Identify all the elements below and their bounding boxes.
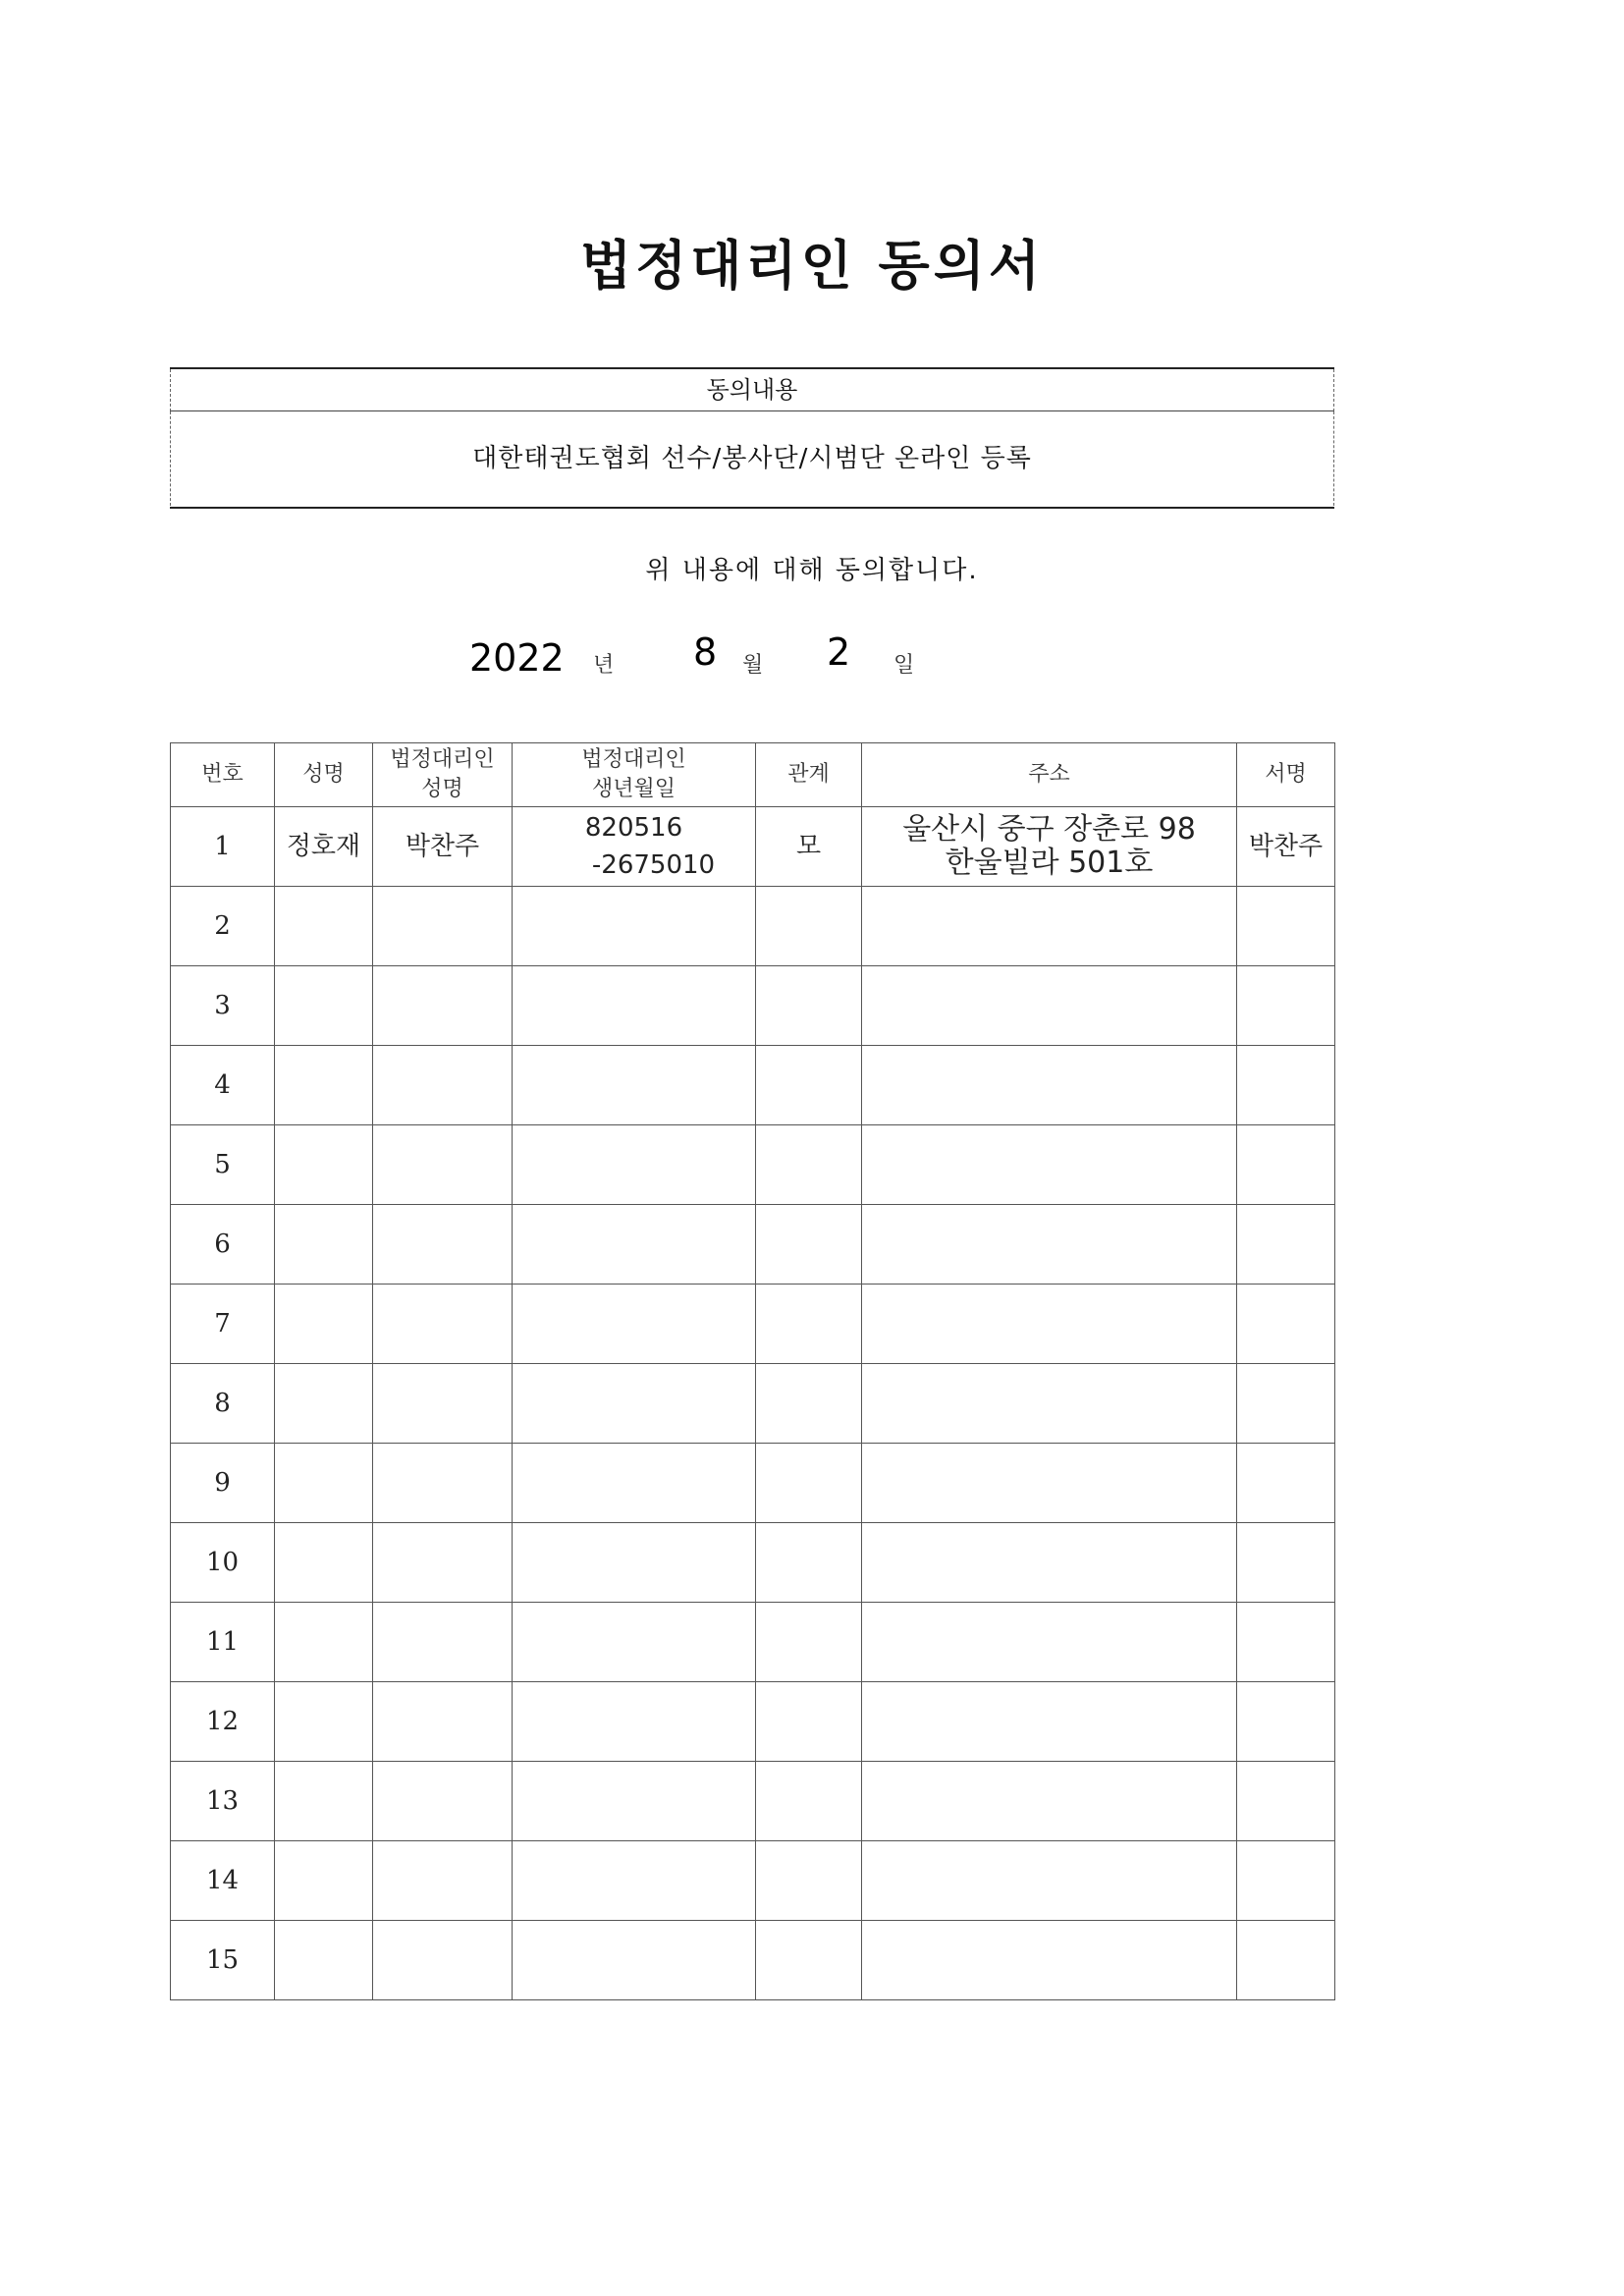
row-address [862, 1285, 1237, 1364]
row-address [862, 1523, 1237, 1603]
row-address [862, 1444, 1237, 1523]
row-guardian-birth [513, 1841, 756, 1921]
row-signature [1237, 1046, 1335, 1125]
table-row [171, 1364, 1335, 1444]
row-relation [756, 1364, 862, 1444]
consent-content-box [170, 367, 1334, 509]
row-guardian-name [373, 887, 513, 966]
row-address [862, 1841, 1237, 1921]
row-no: 2 [171, 887, 275, 966]
row-guardian-birth [513, 1125, 756, 1205]
header-signature: 서명 [1237, 743, 1335, 807]
row-signature [1237, 966, 1335, 1046]
row-no: 3 [171, 966, 275, 1046]
row-guardian-birth [513, 887, 756, 966]
row-guardian-birth [513, 1205, 756, 1285]
guardian-registration-table [170, 742, 1335, 2000]
row-guardian-birth [513, 1921, 756, 2000]
header-no: 번호 [171, 743, 275, 807]
row-guardian-name [373, 1762, 513, 1841]
table-row [171, 807, 1335, 887]
row-name [275, 966, 373, 1046]
row-name [275, 887, 373, 966]
date-year: 2022 [469, 636, 565, 680]
table-row [171, 1125, 1335, 1205]
table-row [171, 1444, 1335, 1523]
date-day-unit: 일 [893, 653, 915, 678]
row-relation [756, 1205, 862, 1285]
agreement-statement: 위 내용에 대해 동의합니다. [645, 556, 979, 585]
header-guardian-birth-line1: 법정대리인 [581, 747, 686, 772]
row-guardian-birth [513, 1682, 756, 1762]
table-row [171, 966, 1335, 1046]
row-name [275, 1205, 373, 1285]
row-name [275, 1921, 373, 2000]
row-no: 12 [171, 1682, 275, 1762]
row-name [275, 1046, 373, 1125]
row-name [275, 1762, 373, 1841]
row-relation: 모 [756, 807, 862, 887]
row-signature [1237, 1762, 1335, 1841]
row-relation [756, 1841, 862, 1921]
header-guardian-birth-line2: 생년월일 [591, 777, 676, 801]
row-no: 9 [171, 1444, 275, 1523]
row-signature [1237, 1921, 1335, 2000]
row-guardian-birth [513, 1603, 756, 1682]
table-row [171, 1046, 1335, 1125]
row-guardian-birth [513, 1523, 756, 1603]
row-signature [1237, 887, 1335, 966]
row-address [862, 1603, 1237, 1682]
row-address [862, 1364, 1237, 1444]
row-address [862, 1921, 1237, 2000]
table-row [171, 1285, 1335, 1364]
date-day: 2 [827, 630, 851, 674]
row-no: 11 [171, 1603, 275, 1682]
row-address [862, 807, 1237, 887]
row-name [275, 1603, 373, 1682]
row-no: 13 [171, 1762, 275, 1841]
row-signature: 박찬주 [1237, 807, 1335, 887]
row-address [862, 966, 1237, 1046]
date-year-unit: 년 [593, 653, 615, 678]
row-guardian-name [373, 1125, 513, 1205]
row-signature [1237, 1603, 1335, 1682]
row-guardian-birth [513, 1364, 756, 1444]
row-address [862, 1125, 1237, 1205]
row-address [862, 1762, 1237, 1841]
header-guardian-name-line2: 성명 [421, 777, 463, 801]
row-no: 5 [171, 1125, 275, 1205]
table-row [171, 1603, 1335, 1682]
row-relation [756, 1444, 862, 1523]
row-guardian-birth [513, 966, 756, 1046]
row-relation [756, 1682, 862, 1762]
row-guardian-name [373, 1921, 513, 2000]
row-guardian-birth-line2: -2675010 [591, 850, 716, 880]
row-relation [756, 1285, 862, 1364]
header-name: 성명 [275, 743, 373, 807]
table-row [171, 1523, 1335, 1603]
row-signature [1237, 1364, 1335, 1444]
row-address [862, 887, 1237, 966]
row-relation [756, 1603, 862, 1682]
row-signature [1237, 1682, 1335, 1762]
table-row [171, 887, 1335, 966]
row-relation [756, 1762, 862, 1841]
row-name [275, 1364, 373, 1444]
row-guardian-birth [513, 807, 756, 887]
row-guardian-name [373, 1603, 513, 1682]
row-signature [1237, 1444, 1335, 1523]
row-no: 6 [171, 1205, 275, 1285]
row-signature [1237, 1125, 1335, 1205]
row-name [275, 1285, 373, 1364]
row-address-line2: 한울빌라 501호 [945, 846, 1154, 880]
row-name [275, 1125, 373, 1205]
row-address-line1: 울산시 중구 장춘로 98 [902, 812, 1196, 847]
table-row [171, 1841, 1335, 1921]
header-address: 주소 [862, 743, 1237, 807]
header-guardian-name-line1: 법정대리인 [390, 747, 495, 772]
row-name [275, 1682, 373, 1762]
row-no: 10 [171, 1523, 275, 1603]
row-guardian-name [373, 1444, 513, 1523]
row-no: 1 [171, 807, 275, 887]
row-relation [756, 1125, 862, 1205]
row-address [862, 1682, 1237, 1762]
row-name: 정호재 [275, 807, 373, 887]
row-relation [756, 1523, 862, 1603]
row-guardian-birth [513, 1046, 756, 1125]
row-guardian-name [373, 1364, 513, 1444]
row-signature [1237, 1841, 1335, 1921]
row-guardian-birth [513, 1444, 756, 1523]
consent-content-header: 동의내용 [170, 369, 1334, 411]
row-no: 14 [171, 1841, 275, 1921]
row-name [275, 1523, 373, 1603]
row-guardian-name [373, 1205, 513, 1285]
consent-content-text: 대한태권도협회 선수/봉사단/시범단 온라인 등록 [170, 411, 1334, 506]
row-relation [756, 1046, 862, 1125]
header-guardian-name [373, 743, 513, 807]
row-no: 8 [171, 1364, 275, 1444]
row-guardian-name [373, 1841, 513, 1921]
row-guardian-name [373, 966, 513, 1046]
table-row [171, 1205, 1335, 1285]
row-no: 4 [171, 1046, 275, 1125]
row-relation [756, 1921, 862, 2000]
row-signature [1237, 1523, 1335, 1603]
row-guardian-birth [513, 1762, 756, 1841]
row-guardian-name [373, 1682, 513, 1762]
header-guardian-birth [513, 743, 756, 807]
row-guardian-birth [513, 1285, 756, 1364]
table-row [171, 1921, 1335, 2000]
row-no: 7 [171, 1285, 275, 1364]
row-signature [1237, 1285, 1335, 1364]
date-month: 8 [693, 630, 718, 674]
table-row [171, 1682, 1335, 1762]
date-month-unit: 월 [742, 653, 764, 678]
row-signature [1237, 1205, 1335, 1285]
row-guardian-name [373, 1523, 513, 1603]
row-relation [756, 887, 862, 966]
row-address [862, 1205, 1237, 1285]
row-guardian-name [373, 1046, 513, 1125]
row-guardian-name [373, 1285, 513, 1364]
row-no: 15 [171, 1921, 275, 2000]
row-guardian-birth-line1: 820516 [584, 813, 683, 843]
table-header-row [171, 743, 1335, 807]
document-title: 법정대리인 동의서 [579, 235, 1045, 297]
row-name [275, 1841, 373, 1921]
table-row [171, 1762, 1335, 1841]
header-relation: 관계 [756, 743, 862, 807]
row-address [862, 1046, 1237, 1125]
row-relation [756, 966, 862, 1046]
row-guardian-name: 박찬주 [373, 807, 513, 887]
row-name [275, 1444, 373, 1523]
